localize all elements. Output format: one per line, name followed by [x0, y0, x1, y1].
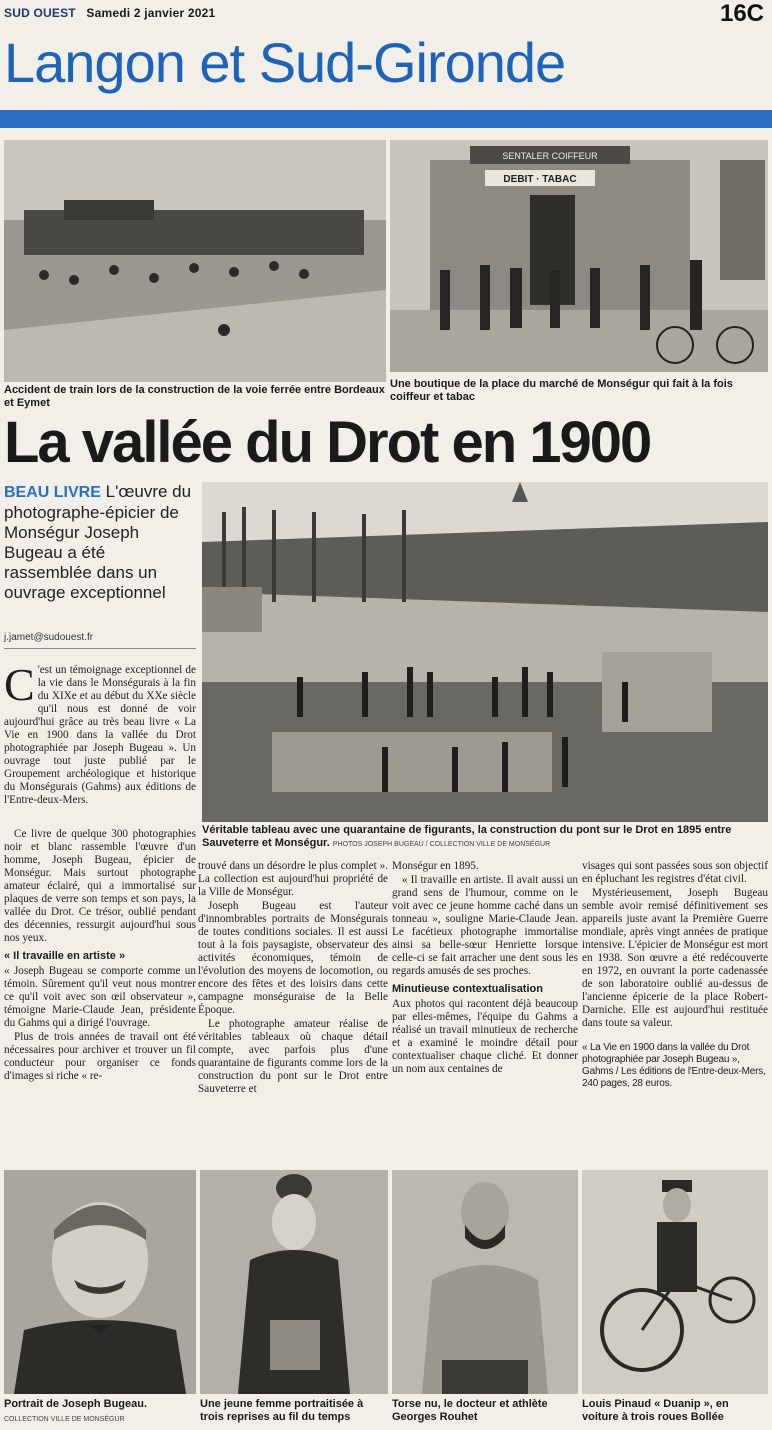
subhead-context: Minutieuse contextualisation — [392, 983, 543, 995]
book-reference: « La Vie en 1900 dans la vallée du Drot photographiée par Joseph Bugeau », Gahms / Les éditions de l'Entre-deux-Mers, 240 pages, 28 euros. — [582, 1042, 766, 1089]
bridge-caption-text: Véritable tableau avec une quarantaine de figurants, la construction du pont sur le Drot en 1895 entre Sauveterre et Monségur. — [202, 824, 732, 849]
kicker: BEAU LIVRE — [4, 484, 101, 501]
paragraph: trouvé dans un désordre le plus complet ». La collection est aujourd'hui propriété de la Ville de Monségur. — [198, 860, 388, 898]
paragraph: Joseph Bugeau est l'auteur d'innombrables portraits de Monségurais de toutes conditions sociales. Il est aussi tout à la fois paysagiste, observateur des activités économiques, témoin de l'évolution des moyens de locomotion, ou encore des fêtes et des loisirs dans cette campagne monséguraise de la Belle Époque. — [198, 900, 388, 1016]
shop-photo — [390, 140, 768, 372]
paragraph: Mystérieusement, Joseph Bugeau semble avoir remisé définitivement ses appareils juste avant la Première Guerre mondiale, après vingt années de pratique intensive. L'épicier de Monségur est mort en 1938. Son œuvre a été redécouverte en 1972, en ouvrant la porte cadenassée de son laboratoire oublié au-dessus de l'ancienne épicerie de la place Robert-Darniche. Elle est aujourd'hui restituée dans toute sa valeur. — [582, 887, 768, 1029]
portrait-caption: Torse nu, le docteur et athlète Georges Rouhet — [392, 1398, 548, 1423]
column-1-bottom — [4, 828, 196, 1084]
paragraph: Ce livre de quelque 300 photographies noir et blanc rassemble l'œuvre d'un homme, Joseph Bugeau, épicier de Monségur. Mais surtout photographe amateur éclairé, qui a immortalisé sur plaques de verre son temps et son pays, la vallée du Drot. Ce trésor, oublié pendant des décennies, ressurgit aujourd'hui sous nos yeux. — [4, 828, 196, 944]
portrait-caption: Portrait de Joseph Bugeau. — [4, 1398, 148, 1410]
bridge-photo-caption — [202, 824, 768, 851]
portrait-credit: COLLECTION VILLE DE MONSÉGUR — [4, 1416, 125, 1423]
portrait-louis-pinaud — [582, 1170, 768, 1394]
column-3 — [392, 860, 578, 1077]
column-1-top — [4, 659, 196, 808]
byline-rule — [4, 648, 196, 649]
bridge-construction-photo — [202, 482, 768, 822]
subhead-artist: « Il travaille en artiste » — [4, 950, 126, 962]
paragraph: 'est un témoignage exceptionnel de la vie dans le Monségurais à la fin du XIXe et au début du XXe siècle qu'il nous est donné de voir aujourd'hui grâce au très beau livre « La Vie en 1900 dans la vallée du Drot photographiée par Joseph Bugeau ». Un ouvrage tout juste publié par le Groupement archéologique et historique du Monségurais (Gahms) aux éditions de l'Entre-deux-Mers. — [4, 664, 196, 806]
shop-photo-caption: Une boutique de la place du marché de Monségur qui fait à la fois coiffeur et tabac — [390, 378, 733, 403]
photo-credit: PHOTOS JOSEPH BUGEAU / COLLECTION VILLE DE MONSÉGUR — [332, 841, 551, 848]
drop-cap: C — [4, 659, 35, 710]
portrait-young-woman — [200, 1170, 388, 1394]
paragraph: visages qui sont passées sous son objectif en épluchant les registres d'état civil. — [582, 860, 768, 885]
paragraph: « Il travaille en artiste. Il avait aussi un grand sens de l'humour, comme on le voit avec ce jeune homme caché dans un tonneau », souligne Marie-Claude Jean. Le facétieux photographe immortalise ainsi sa belle-sœur Henriette lorsque celle-ci se fait arracher une dent sous les regards amusés de ses proches. — [392, 874, 578, 977]
intro-text: L'œuvre du photographe-épicier de Monségur Joseph Bugeau a été rassemblée dans un ouvrage exceptionnel — [4, 482, 192, 602]
page-number: 16C — [719, 0, 764, 27]
byline: j.jamet@sudouest.fr — [4, 632, 94, 643]
headline: La vallée du Drot en 1900 — [4, 410, 651, 475]
paragraph: « Joseph Bugeau se comporte comme un témoin. Sûrement qu'il veut nous montrer ce qu'il voit avec son œil observateur », témoigne Marie-Claude Jean, présidente du Gahms qui a dirigé l'ouvrage. — [4, 965, 196, 1029]
train-accident-photo — [4, 140, 386, 382]
paragraph: Monségur en 1895. — [392, 860, 479, 872]
paragraph: Plus de trois années de travail ont été nécessaires pour archiver et trouver un fil conducteur pour organiser ce fonds d'images si riche « re- — [4, 1031, 196, 1082]
shop-sign-top: SENTALER COIFFEUR — [502, 151, 598, 161]
portrait-caption: Une jeune femme portraitisée à trois reprises au fil du temps — [200, 1398, 364, 1423]
train-photo-caption: Accident de train lors de la construction de la voie ferrée entre Bordeaux et Eymet — [4, 384, 385, 409]
page-header — [0, 0, 772, 26]
portrait-georges-rouhet — [392, 1170, 578, 1394]
intro-block — [4, 482, 196, 603]
paragraph: Le photographe amateur réalise de véritables tableaux où chaque détail compte, avec parfois plus d'une quarantaine de figurants comme lors de la construction du pont sur le Drot entre Sauveterre et — [198, 1018, 388, 1095]
shop-sign-bottom: DEBIT · TABAC — [503, 174, 577, 185]
portrait-caption: Louis Pinaud « Duanip », en voiture à trois roues Bollée — [582, 1398, 729, 1423]
column-4 — [582, 860, 768, 1090]
section-title: Langon et Sud-Gironde — [4, 31, 566, 94]
masthead — [4, 6, 215, 20]
issue-date: Samedi 2 janvier 2021 — [86, 6, 216, 20]
section-rule — [0, 110, 772, 128]
portrait-joseph-bugeau — [4, 1170, 196, 1394]
paper-name: SUD OUEST — [4, 6, 76, 20]
paragraph: Aux photos qui racontent déjà beaucoup par elles-mêmes, l'équipe du Gahms a réalisé un travail minutieux de recherche et a examiné le moindre détail pour contextualiser chaque cliché. Et donner un nom aux centaines de — [392, 998, 578, 1075]
column-2 — [198, 860, 388, 1097]
